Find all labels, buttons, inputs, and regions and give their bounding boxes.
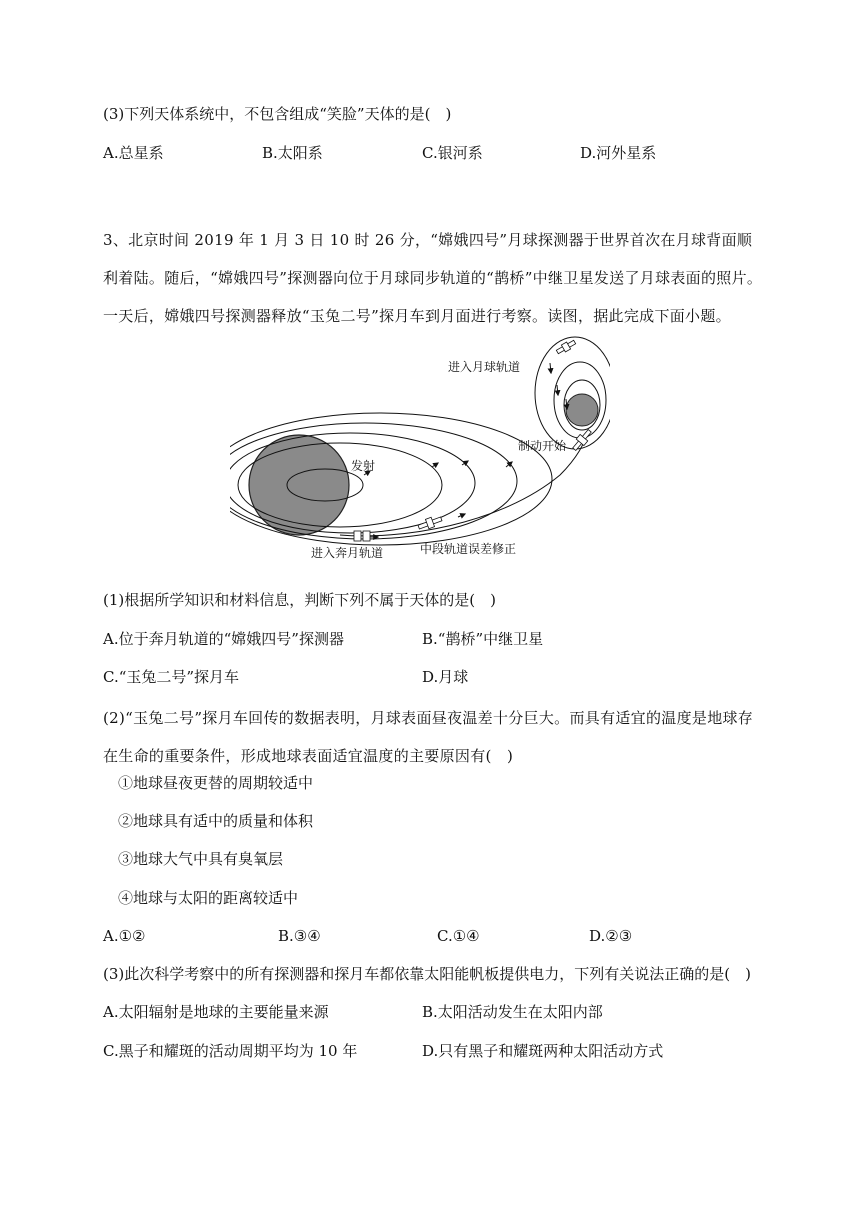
sub3-option-b[interactable]: B.太阳活动发生在太阳内部 [422, 1003, 603, 1021]
sub1-option-a[interactable]: A.位于奔月轨道的“嫦娥四号”探测器 [103, 630, 344, 648]
sub3-option-d[interactable]: D.只有黑子和耀斑两种太阳活动方式 [422, 1042, 664, 1060]
sub1-option-c[interactable]: C.“玉兔二号”探月车 [103, 668, 240, 686]
question-intro: 3、北京时间 2019 年 1 月 3 日 10 时 26 分，“嫦娥四号”月球探测器于世界首次在月球背面顺利着陆。随后，“嫦娥四号”探测器向位于月球同步轨道的“鹊桥”中继卫星发送了月球表面的照片。一天后，嫦娥四号探测器释放“玉兔二号”探月车到月面进行考察。读图，据此完成下面小题。 [103, 231, 763, 325]
lunar-arrow-2 [557, 385, 558, 395]
lunar-orbit-outer [535, 337, 610, 449]
option-a[interactable]: A.总星系 [103, 144, 164, 162]
sub3-option-a[interactable]: A.太阳辐射是地球的主要能量来源 [103, 1003, 329, 1021]
question-stem: (3)下列天体系统中，不包含组成“笑脸”天体的是( ) [103, 105, 452, 123]
sub2-item-1: ①地球昼夜更替的周期较适中 [118, 774, 314, 792]
label-enter-transfer-orbit: 进入奔月轨道 [311, 546, 384, 560]
satellite-icon-midcourse [417, 514, 443, 532]
sub2-option-a[interactable]: A.①② [103, 927, 146, 945]
option-b[interactable]: B.太阳系 [262, 144, 323, 162]
option-d[interactable]: D.河外星系 [580, 144, 657, 162]
sub2-option-c[interactable]: C.①④ [437, 927, 480, 945]
label-midcourse-correction: 中段轨道误差修正 [420, 542, 517, 556]
sub3-option-c[interactable]: C.黑子和耀斑的活动周期平均为 10 年 [103, 1042, 358, 1060]
sub3-stem: (3)此次科学考察中的所有探测器和探月车都依靠太阳能帆板提供电力，下列有关说法正确的是( ) [103, 965, 751, 983]
sub1-option-b[interactable]: B.“鹊桥”中继卫星 [422, 630, 544, 648]
label-enter-lunar-orbit: 进入月球轨道 [448, 360, 521, 374]
sub1-option-d[interactable]: D.月球 [422, 668, 469, 686]
lunar-arrow-1 [550, 363, 551, 373]
sub2-option-d[interactable]: D.②③ [589, 927, 633, 945]
chang-e-4-trajectory-diagram [230, 325, 610, 570]
orbit-arrow-1 [432, 463, 438, 467]
sub2-item-2: ②地球具有适中的质量和体积 [118, 812, 314, 830]
satellite-icon-lunar [555, 339, 576, 356]
transfer-arrow-2 [458, 514, 465, 517]
option-c[interactable]: C.银河系 [422, 144, 483, 162]
sub2-stem: (2)“玉兔二号”探月车回传的数据表明，月球表面昼夜温差十分巨大。而具有适宜的温度是地球存在生命的重要条件，形成地球表面适宜温度的主要原因有( ) [103, 709, 754, 765]
label-braking-start: 制动开始 [518, 439, 567, 453]
sub2-item-3: ③地球大气中具有臭氧层 [118, 850, 284, 868]
sub2-option-b[interactable]: B.③④ [278, 927, 321, 945]
moon [566, 394, 598, 426]
sub2-item-4: ④地球与太阳的距离较适中 [118, 889, 299, 907]
label-launch: 发射 [351, 459, 376, 473]
sub1-stem: (1)根据所学知识和材料信息，判断下列不属于天体的是( ) [103, 591, 496, 609]
earth-globe [249, 435, 349, 535]
